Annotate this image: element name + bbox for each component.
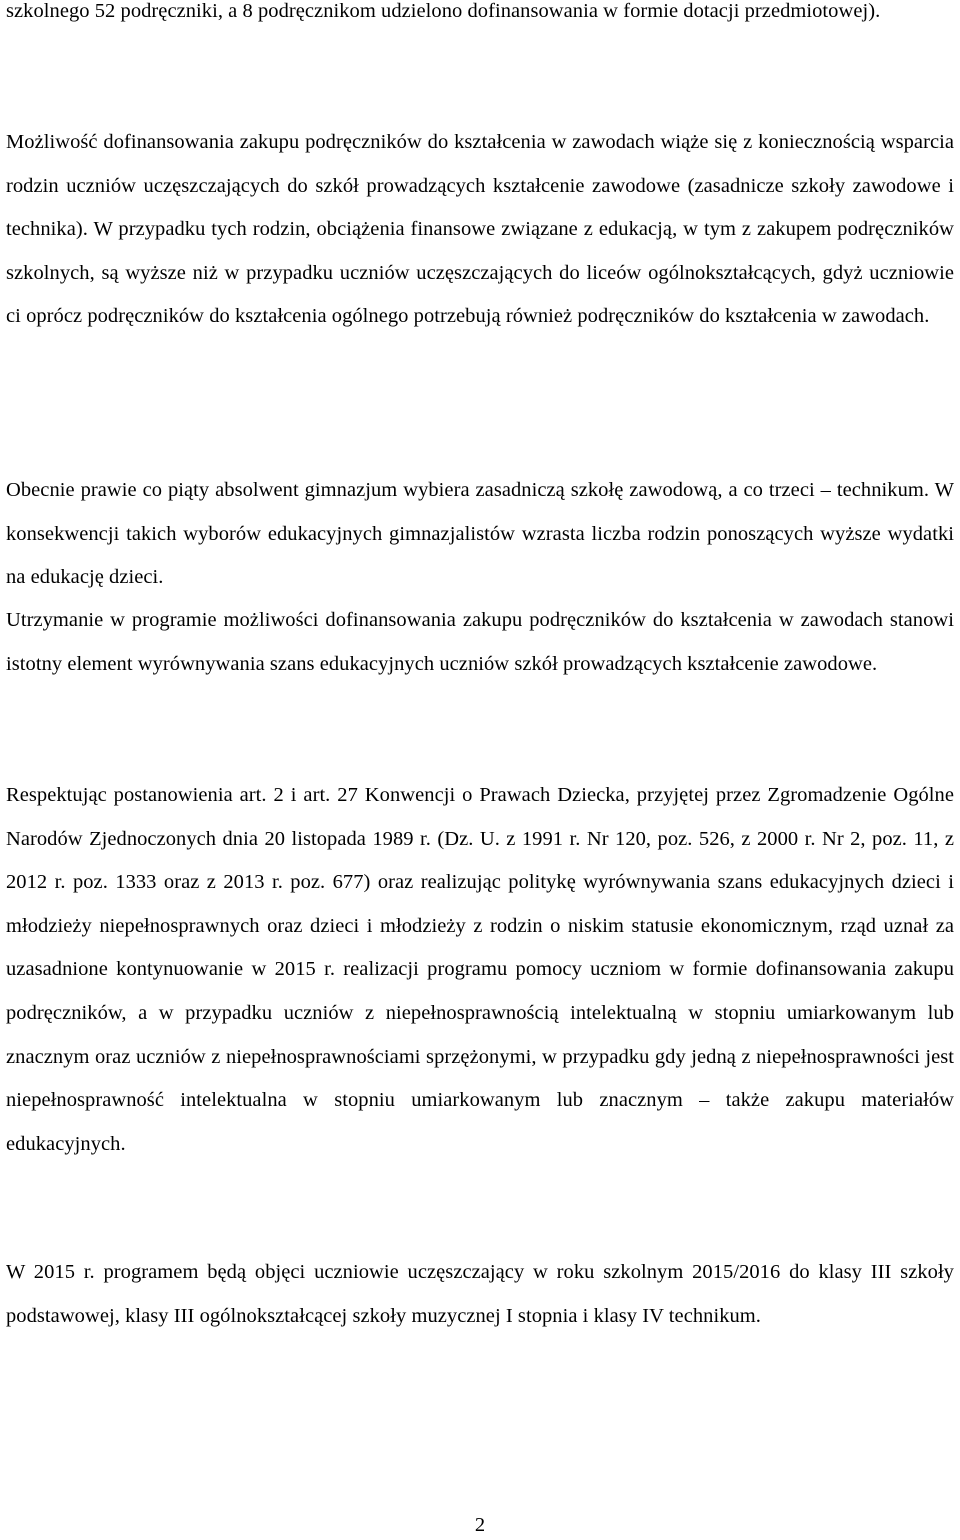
paragraph-vocational-funding: Możliwość dofinansowania zakupu podręczników do kształcenia w zawodach wiąże się z koniecznością wsparcia rodzin uczniów uczęszczających do szkół prowadzących kształcenie zawodowe (zasadnicze szkoły zawodowe i technika). W przypadku tych rodzin, obciążenia finansowe związane z edukacją, w tym z zakupem podręczników szkolnych, są wyższe niż w przypadku uczniów uczęszczających do liceów ogólnokształcących, gdyż uczniowie ci oprócz podręczników do kształcenia ogólnego potrzebują również podręczników do kształcenia w zawodach. bbox=[6, 131, 954, 328]
page-number: 2 bbox=[474, 1514, 486, 1536]
paragraph-funding-continuation: szkolnego 52 podręczniki, a 8 podręcznikom udzielono dofinansowania w formie dotacji przedmiotowej). bbox=[6, 0, 881, 22]
paragraph-convention-rights: Respektując postanowienia art. 2 i art. 27 Konwencji o Prawach Dziecka, przyjętej przez Zgromadzenie Ogólne Narodów Zjednoczonych dnia 20 listopada 1989 r. (Dz. U. z 1991 r. Nr 120, poz. 526, z 2000 r. Nr 2, poz. 11, z 2012 r. poz. 1333 oraz z 2013 r. poz. 677) oraz realizując politykę wyrównywania szans edukacyjnych dzieci i młodzieży niepełnosprawnych oraz dzieci i młodzieży z rodzin o niskim statusie ekonomicznym, rząd uznał za uzasadnione kontynuowanie w 2015 r. realizacji programu pomocy uczniom w formie dofinansowania zakupu podręczników, a w przypadku uczniów z niepełnosprawnością intelektualną w stopniu umiarkowanym lub znacznym oraz uczniów z niepełnosprawnościami sprzężonymi, w przypadku gdy jedną z niepełnosprawności jest niepełnosprawność intelektualna w stopniu umiarkowanym lub znacznym – także zakupu materiałów edukacyjnych. bbox=[6, 784, 954, 1155]
paragraph-graduate-choices: Obecnie prawie co piąty absolwent gimnazjum wybiera zasadniczą szkołę zawodową, a co trzeci – technikum. W konsekwencji takich wyborów edukacyjnych gimnazjalistów wzrasta liczba rodzin ponoszących wyższe wydatki na edukację dzieci. bbox=[6, 479, 954, 589]
paragraph-program-retention: Utrzymanie w programie możliwości dofinansowania zakupu podręczników do kształcenia w zawodach stanowi istotny element wyrównywania szans edukacyjnych uczniów szkół prowadzących kształcenie zawodowe. bbox=[6, 609, 954, 675]
paragraph-2015-program-scope: W 2015 r. programem będą objęci uczniowie uczęszczający w roku szkolnym 2015/2016 do klasy III szkoły podstawowej, klasy III ogólnokształcącej szkoły muzycznej I stopnia i klasy IV technikum. bbox=[6, 1261, 954, 1327]
